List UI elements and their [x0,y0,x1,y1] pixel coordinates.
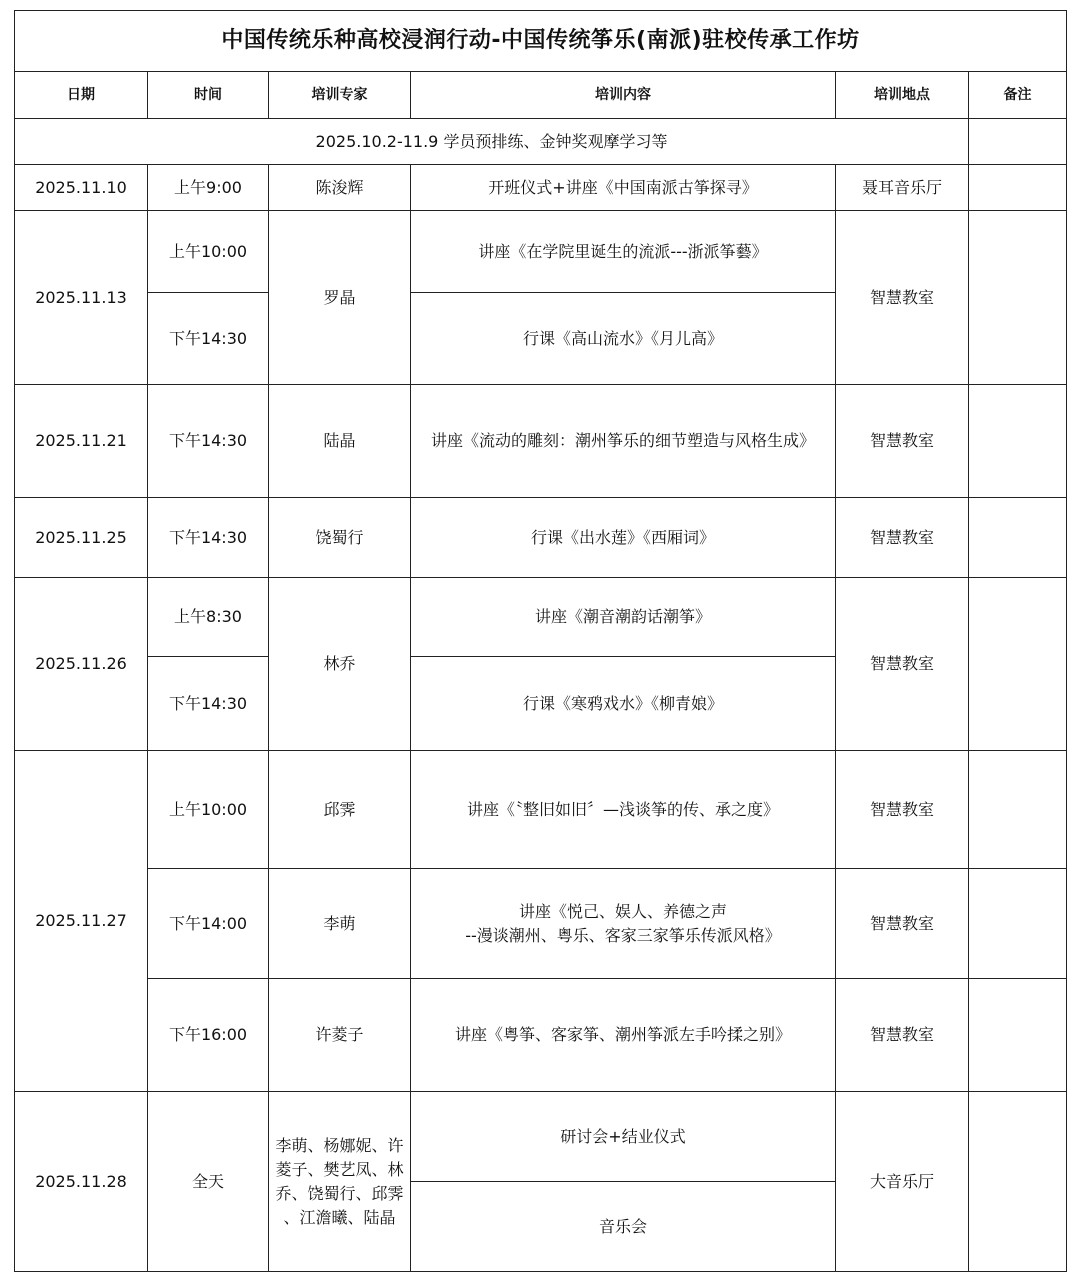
time-cell: 下午14:30 [148,498,269,578]
table-row [15,119,1067,165]
notes-cell [969,979,1067,1092]
date-cell: 2025.11.25 [15,498,148,578]
expert-cell: 许菱子 [269,979,411,1092]
time-cell: 下午14:30 [148,293,269,385]
content-cell: 行课《高山流水》《月儿高》 [411,293,836,385]
date-cell: 2025.11.27 [15,751,148,1092]
table-row [15,165,1067,211]
content-cell: 行课《出水莲》《西厢词》 [411,498,836,578]
table-row [15,385,1067,498]
content-cell: 开班仪式+讲座《中国南派古筝探寻》 [411,165,836,211]
notes-cell [969,751,1067,869]
content-cell: 讲座《流动的雕刻：潮州筝乐的细节塑造与风格生成》 [411,385,836,498]
location-cell: 智慧教室 [836,578,969,751]
content-cell: 讲座《在学院里诞生的流派---浙派筝藝》 [411,211,836,293]
expert-cell: 邱霁 [269,751,411,869]
expert-line: 乔、饶蜀行、邱霁 [275,1183,404,1203]
notes-cell [969,385,1067,498]
content-cell: 行课《寒鸦戏水》《柳青娘》 [411,657,836,751]
expert-cell: 林乔 [269,578,411,751]
date-cell: 2025.11.13 [15,211,148,385]
date-cell: 2025.11.10 [15,165,148,211]
table-row [15,1092,1067,1182]
header-expert: 培训专家 [269,72,411,119]
preface-cell: 2025.10.2-11.9 学员预排练、金钟奖观摩学习等 [15,119,969,165]
table-row [15,751,1067,869]
table-row [15,979,1067,1092]
location-cell: 智慧教室 [836,385,969,498]
location-cell: 智慧教室 [836,751,969,869]
notes-cell [969,578,1067,751]
time-cell: 上午10:00 [148,751,269,869]
time-cell: 上午9:00 [148,165,269,211]
time-cell: 上午8:30 [148,578,269,657]
content-cell: 音乐会 [411,1182,836,1272]
expert-cell: 饶蜀行 [269,498,411,578]
header-notes: 备注 [969,72,1067,119]
table-row [15,498,1067,578]
date-cell: 2025.11.21 [15,385,148,498]
time-cell: 下午14:30 [148,657,269,751]
expert-line: 李萌、杨娜妮、许 [275,1135,404,1155]
table-row [15,869,1067,979]
schedule-table [14,10,1067,1272]
content-cell: 讲座《潮音潮韵话潮筝》 [411,578,836,657]
notes-cell [969,1092,1067,1272]
header-location: 培训地点 [836,72,969,119]
expert-cell [269,1092,411,1272]
time-cell: 下午14:00 [148,869,269,979]
expert-cell: 陈浚辉 [269,165,411,211]
content-cell: 讲座《〝整旧如旧〞—浅谈筝的传、承之度》 [411,751,836,869]
header-content: 培训内容 [411,72,836,119]
header-time: 时间 [148,72,269,119]
content-line: --漫谈潮州、粤乐、客家三家筝乐传派风格》 [465,925,781,945]
table-row [15,578,1067,657]
location-cell: 大音乐厅 [836,1092,969,1272]
notes-cell [969,211,1067,385]
location-cell: 智慧教室 [836,211,969,385]
location-cell: 智慧教室 [836,979,969,1092]
notes-cell [969,869,1067,979]
expert-line: 、江澹曦、陆晶 [283,1207,396,1227]
header-date: 日期 [15,72,148,119]
location-cell: 聂耳音乐厅 [836,165,969,211]
content-cell [411,869,836,979]
date-cell: 2025.11.28 [15,1092,148,1272]
expert-cell: 李萌 [269,869,411,979]
date-cell: 2025.11.26 [15,578,148,751]
notes-cell [969,498,1067,578]
time-cell: 下午16:00 [148,979,269,1092]
content-cell: 讲座《粤筝、客家筝、潮州筝派左手吟揉之别》 [411,979,836,1092]
table-row [15,211,1067,293]
notes-cell [969,119,1067,165]
time-cell: 下午14:30 [148,385,269,498]
content-cell: 研讨会+结业仪式 [411,1092,836,1182]
content-line: 讲座《悦己、娱人、养德之声 [518,901,727,921]
expert-cell: 陆晶 [269,385,411,498]
location-cell: 智慧教室 [836,498,969,578]
expert-cell: 罗晶 [269,211,411,385]
page-title: 中国传统乐种高校浸润行动-中国传统筝乐(南派)驻校传承工作坊 [15,11,1067,72]
expert-line: 菱子、樊艺凤、林 [275,1159,404,1179]
notes-cell [969,165,1067,211]
header-row [15,72,1067,119]
time-cell: 上午10:00 [148,211,269,293]
location-cell: 智慧教室 [836,869,969,979]
time-cell: 全天 [148,1092,269,1272]
